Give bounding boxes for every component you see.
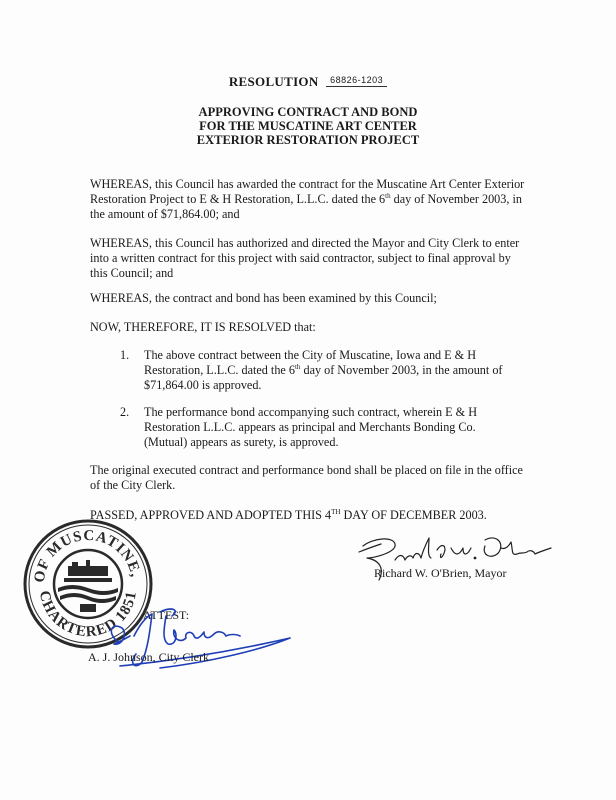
item-number: 2. <box>120 405 130 419</box>
mayor-name: Richard W. O'Brien, Mayor <box>374 566 507 580</box>
title-line-1: APPROVING CONTRACT AND BOND <box>198 105 418 119</box>
seal-top-text: OF MUSCATINE, <box>31 527 144 584</box>
title-line-3: EXTERIOR RESTORATION PROJECT <box>196 133 420 147</box>
whereas-paragraph-3: WHEREAS, the contract and bond has been examined by this Council; <box>90 291 437 305</box>
resolved-statement: NOW, THEREFORE, IT IS RESOLVED that: <box>90 320 316 334</box>
whereas-paragraph-2: WHEREAS, this Council has authorized and directed the Mayor and City Clerk to enter into a written contract for this project with said contractor, subject to final approval by this Council; and <box>90 236 520 280</box>
title-line-2: FOR THE MUSCATINE ART CENTER <box>199 119 417 133</box>
clerk-name: A. J. Johnson, City Clerk <box>88 650 210 664</box>
item-text: The performance bond accompanying such contract, wherein E & H Restoration L.L.C. appears as principal and Merchants Bonding Co. (Mutual) appears as surety, is approved. <box>144 405 477 449</box>
seal-bottom-text: CHARTERED 1851 <box>35 589 140 641</box>
adoption-statement: PASSED, APPROVED AND ADOPTED THIS 4TH DAY OF DECEMBER 2003. <box>90 508 487 522</box>
resolution-label: RESOLUTION <box>228 74 319 89</box>
whereas-paragraph-1: WHEREAS, this Council has awarded the contract for the Muscatine Art Center Exterior Restoration Project to E & H Restoration, L.L.C. dated the 6th day of November 2003, in the amount of $71,864.00; and <box>90 177 525 221</box>
attest-label: ATTEST: <box>143 608 190 622</box>
resolution-heading <box>0 74 616 90</box>
document-title <box>0 105 616 147</box>
resolution-number: 68826-1203 <box>326 75 387 87</box>
filing-paragraph: The original executed contract and performance bond shall be placed on file in the office of the City Clerk. <box>90 463 523 492</box>
item-number: 1. <box>120 348 130 362</box>
item-text: The above contract between the City of Muscatine, Iowa and E & H Restoration, L.L.C. dated the 6th day of November 2003, in the amount of $71,864.00 is approved. <box>144 348 503 392</box>
ordinal-suffix: th <box>385 192 391 200</box>
